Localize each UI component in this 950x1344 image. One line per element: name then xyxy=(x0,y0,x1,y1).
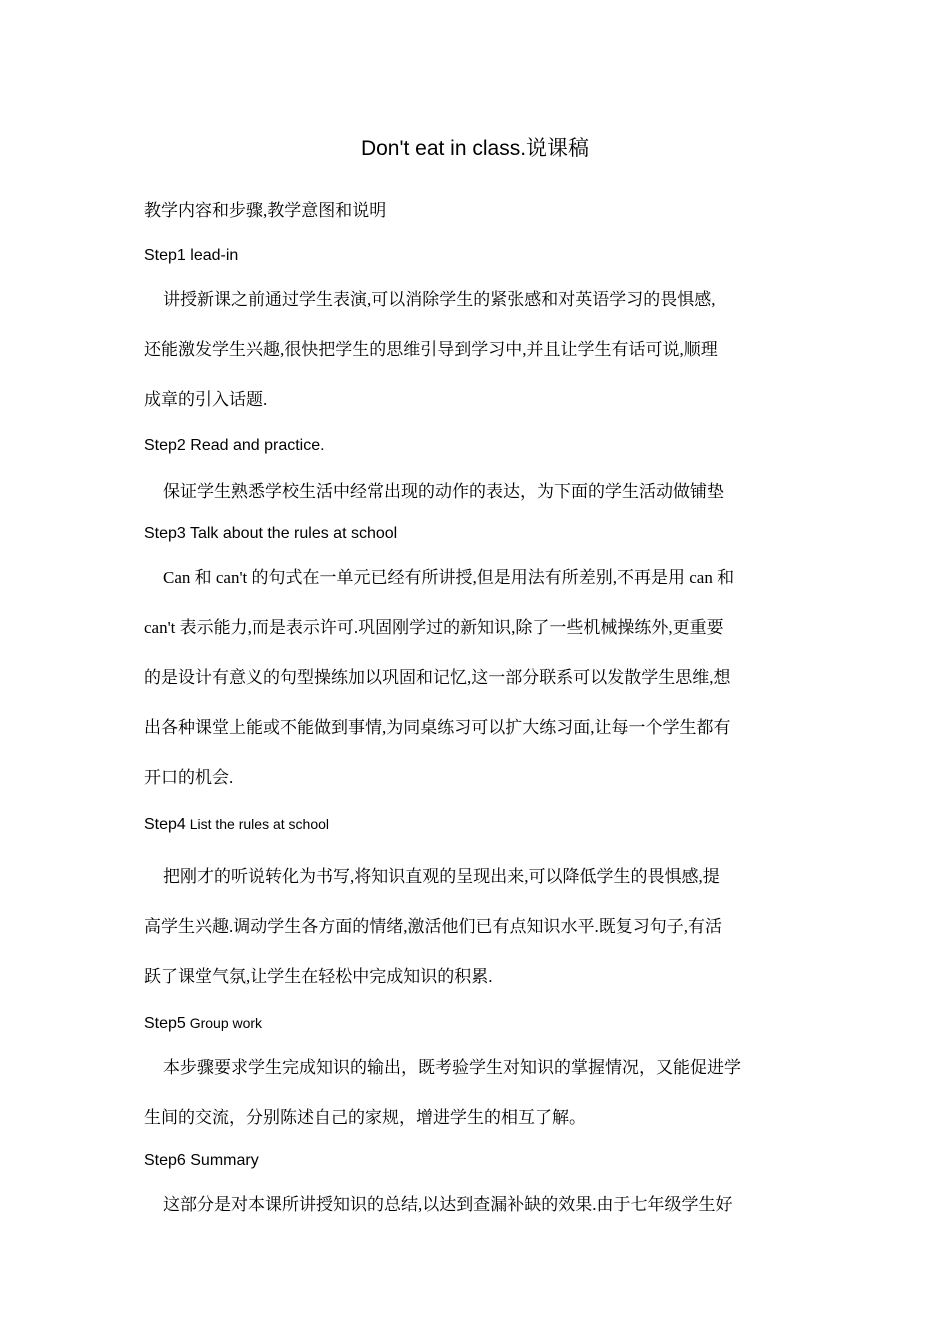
step4-line-2: 高学生兴趣.调动学生各方面的情绪,激活他们已有点知识水平.既复习句子,有活 xyxy=(144,917,722,936)
step2-line-1: 保证学生熟悉学校生活中经常出现的动作的表达，为下面的学生活动做铺垫 xyxy=(163,482,724,501)
step6-heading: Step6 Summary xyxy=(144,1152,259,1169)
step2-heading: Step2 Read and practice. xyxy=(144,437,325,454)
step4-heading xyxy=(144,813,329,836)
step4-line-1: 把刚才的听说转化为书写,将知识直观的呈现出来,可以降低学生的畏惧感,提 xyxy=(163,867,720,886)
intro-line: 教学内容和步骤,教学意图和说明 xyxy=(144,201,387,220)
step5-heading-main: Step5 xyxy=(144,1015,186,1032)
step3-line-1: Can 和 can't 的句式在一单元已经有所讲授,但是用法有所差别,不再是用 can 和 xyxy=(163,568,735,587)
step3-line-5: 开口的机会. xyxy=(144,768,234,787)
step5-heading-sub: Group work xyxy=(185,1015,263,1031)
step4-heading-main: Step4 xyxy=(144,816,186,833)
step1-line-2: 还能激发学生兴趣,很快把学生的思维引导到学习中,并且让学生有话可说,顺理 xyxy=(144,340,718,359)
step4-line-3: 跃了课堂气氛,让学生在轻松中完成知识的积累. xyxy=(144,967,493,986)
step6-line-1: 这部分是对本课所讲授知识的总结,以达到查漏补缺的效果.由于七年级学生好 xyxy=(163,1195,733,1214)
step1-heading: Step1 lead-in xyxy=(144,247,239,264)
step5-heading xyxy=(144,1012,262,1035)
step3-line-4: 出各种课堂上能或不能做到事情,为同桌练习可以扩大练习面,让每一个学生都有 xyxy=(144,718,731,737)
step3-line-2: can't 表示能力,而是表示许可.巩固刚学过的新知识,除了一些机械操练外,更重要 xyxy=(144,618,724,637)
step1-line-3: 成章的引入话题. xyxy=(144,390,268,409)
step1-line-1: 讲授新课之前通过学生表演,可以消除学生的紧张感和对英语学习的畏惧感, xyxy=(163,290,716,309)
step3-heading: Step3 Talk about the rules at school xyxy=(144,525,398,542)
step5-line-1: 本步骤要求学生完成知识的输出，既考验学生对知识的掌握情况，又能促进学 xyxy=(163,1058,741,1077)
step4-heading-sub: List the rules at school xyxy=(185,816,329,832)
step5-line-2: 生间的交流，分别陈述自己的家规，增进学生的相互了解。 xyxy=(144,1108,586,1127)
step3-line-3: 的是设计有意义的句型操练加以巩固和记忆,这一部分联系可以发散学生思维,想 xyxy=(144,668,731,687)
page-title: Don't eat in class.说课稿 xyxy=(360,137,590,160)
